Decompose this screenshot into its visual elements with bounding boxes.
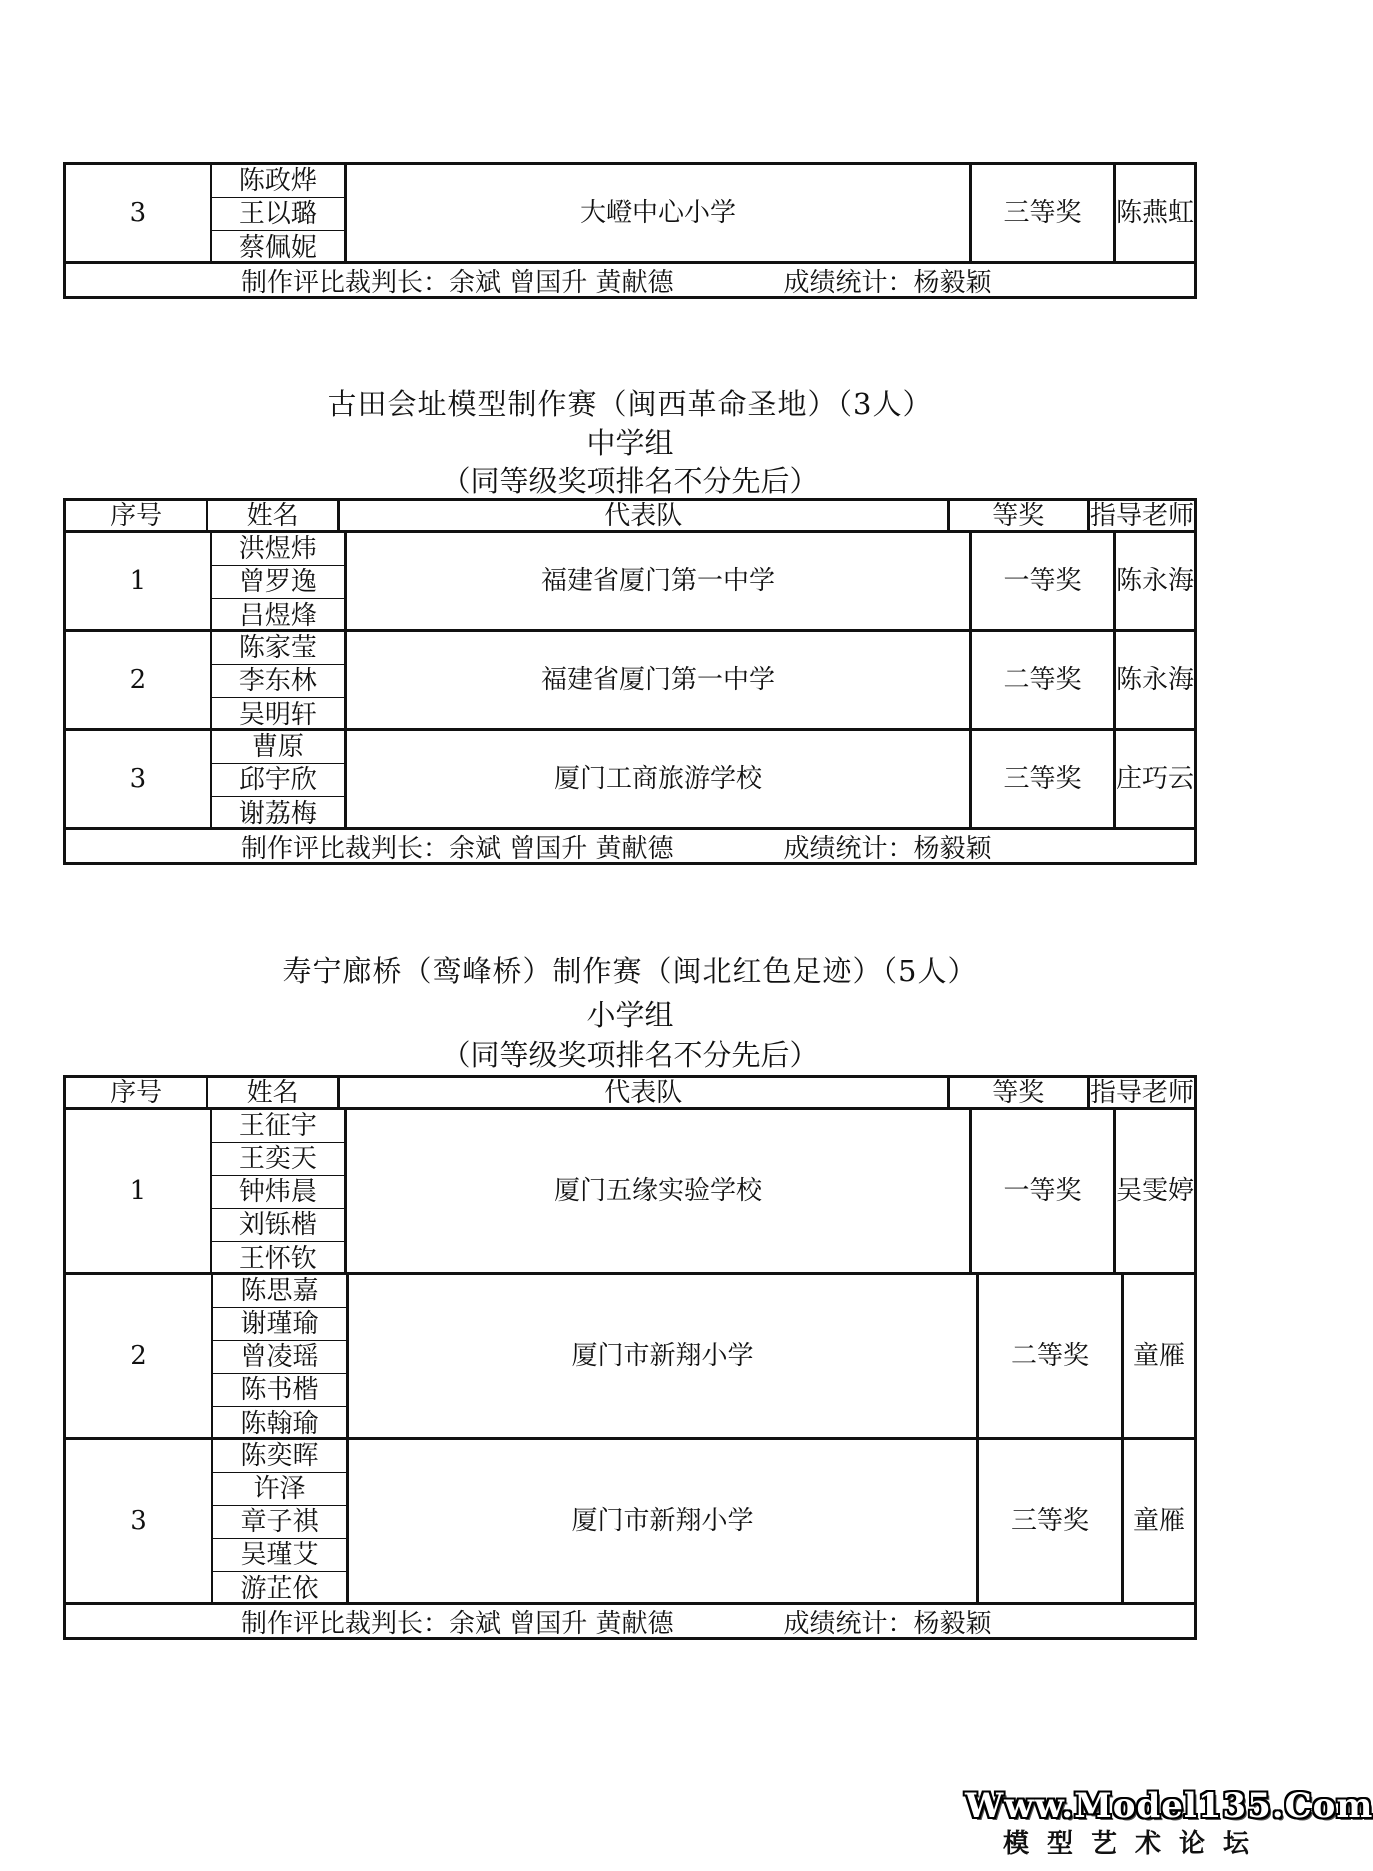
watermark-site-name: 模型艺术论坛 xyxy=(1002,1829,1267,1859)
section-note: （同等级奖项排名不分先后） xyxy=(441,464,819,498)
award-cell: 一等奖 xyxy=(972,1110,1116,1272)
student-name: 陈家莹 xyxy=(212,632,344,665)
coach-cell: 陈燕虹 xyxy=(1115,198,1194,228)
section-title: 寿宁廊桥（鸾峰桥）制作赛（闽北红色足迹）（5人） xyxy=(282,954,978,988)
names-cell xyxy=(212,731,347,827)
table-footer xyxy=(66,830,1194,862)
seq-cell: 1 xyxy=(66,1110,212,1272)
student-name: 王征宇 xyxy=(212,1110,344,1143)
award-cell: 三等奖 xyxy=(972,731,1116,827)
team-cell: 厦门五缘实验学校 xyxy=(347,1110,972,1272)
header-team: 代表队 xyxy=(340,1078,950,1107)
student-name: 洪煜炜 xyxy=(212,533,344,566)
names-cell xyxy=(213,1440,349,1602)
results-table-continuation xyxy=(63,162,1197,299)
student-name: 王奕天 xyxy=(212,1143,344,1176)
table-footer xyxy=(66,264,1194,296)
team-cell: 大嶝中心小学 xyxy=(347,165,972,261)
section-group: 小学组 xyxy=(586,998,674,1032)
student-name: 王以璐 xyxy=(212,198,344,231)
coach-cell: 童雁 xyxy=(1132,1341,1185,1371)
section-title: 古田会址模型制作赛（闽西革命圣地）（3人） xyxy=(327,387,933,421)
names-cell xyxy=(212,533,347,629)
student-name: 刘铄楷 xyxy=(212,1209,344,1242)
coach-cell: 吴雯婷 xyxy=(1115,1176,1194,1206)
seq-cell: 2 xyxy=(66,632,212,728)
student-name: 吕煜烽 xyxy=(238,600,317,631)
table-footer xyxy=(66,1605,1194,1637)
table-row xyxy=(66,731,1194,830)
student-name: 谢荔梅 xyxy=(238,798,317,829)
section-group: 中学组 xyxy=(586,426,674,460)
student-name: 陈翰瑜 xyxy=(240,1408,319,1439)
seq-cell: 3 xyxy=(66,1440,213,1602)
statistics-text: 成绩统计：杨毅颖 xyxy=(783,1608,992,1639)
student-name: 吴瑾艾 xyxy=(213,1539,346,1572)
student-name: 钟炜晨 xyxy=(212,1176,344,1209)
award-cell: 一等奖 xyxy=(972,533,1116,629)
team-cell: 福建省厦门第一中学 xyxy=(347,533,972,629)
student-name: 王怀钦 xyxy=(238,1243,317,1274)
student-name: 邱宇欣 xyxy=(212,764,344,797)
header-award: 等奖 xyxy=(950,1078,1090,1107)
section-note: （同等级奖项排名不分先后） xyxy=(441,1038,819,1072)
header-name xyxy=(208,1078,340,1107)
student-name: 陈奕晖 xyxy=(213,1440,346,1473)
seq-cell: 3 xyxy=(66,165,212,261)
results-table-middle-school xyxy=(63,498,1197,865)
coach-cell: 陈永海 xyxy=(1115,566,1194,596)
student-name: 游芷依 xyxy=(240,1573,319,1604)
student-name: 吴明轩 xyxy=(238,699,317,730)
referees-text: 制作评比裁判长：余斌 曾国升 黄献德 xyxy=(241,833,674,864)
student-name: 陈书楷 xyxy=(213,1374,346,1407)
team-cell: 福建省厦门第一中学 xyxy=(347,632,972,728)
student-name: 许泽 xyxy=(213,1473,346,1506)
student-name: 李东林 xyxy=(212,665,344,698)
seq-cell: 2 xyxy=(66,1275,213,1437)
coach-cell: 庄巧云 xyxy=(1115,764,1194,794)
site-watermark xyxy=(965,1786,1373,1859)
header-seq: 序号 xyxy=(66,501,208,530)
table-header-row xyxy=(66,501,1194,533)
names-cell xyxy=(213,1275,349,1437)
watermark-url: Www.Model135.Com xyxy=(965,1786,1373,1826)
team-cell: 厦门市新翔小学 xyxy=(349,1275,979,1437)
coach-cell: 陈永海 xyxy=(1115,665,1194,695)
referees-text: 制作评比裁判长：余斌 曾国升 黄献德 xyxy=(241,267,674,298)
student-name: 陈思嘉 xyxy=(213,1275,346,1308)
names-cell xyxy=(212,632,347,728)
award-cell: 二等奖 xyxy=(979,1275,1124,1437)
student-name: 蔡佩妮 xyxy=(238,232,317,263)
award-cell: 二等奖 xyxy=(972,632,1116,728)
statistics-text: 成绩统计：杨毅颖 xyxy=(783,833,992,864)
award-cell: 三等奖 xyxy=(979,1440,1124,1602)
names-cell xyxy=(212,165,347,261)
table-header-row xyxy=(66,1078,1194,1110)
header-seq: 序号 xyxy=(66,1078,208,1107)
award-cell: 三等奖 xyxy=(972,165,1116,261)
seq-cell: 1 xyxy=(66,533,212,629)
student-name: 曾凌瑶 xyxy=(213,1341,346,1374)
header-coach: 指导老师 xyxy=(1089,500,1194,531)
table-row xyxy=(66,1110,1194,1275)
student-name: 章子祺 xyxy=(213,1506,346,1539)
table-row xyxy=(66,533,1194,632)
table-row xyxy=(66,1275,1194,1440)
student-name: 谢瑾瑜 xyxy=(213,1308,346,1341)
table-row xyxy=(66,165,1194,264)
header-name xyxy=(208,501,340,530)
header-coach: 指导老师 xyxy=(1089,1077,1194,1108)
header-name-label: 姓名 xyxy=(246,500,299,531)
header-team: 代表队 xyxy=(340,501,950,530)
referees-text: 制作评比裁判长：余斌 曾国升 黄献德 xyxy=(241,1608,674,1639)
table-row xyxy=(66,1440,1194,1605)
coach-cell: 童雁 xyxy=(1132,1506,1185,1536)
names-cell xyxy=(212,1110,347,1272)
header-name-label: 姓名 xyxy=(246,1077,299,1108)
student-name: 陈政烨 xyxy=(212,165,344,198)
table-row xyxy=(66,632,1194,731)
student-name: 曾罗逸 xyxy=(212,566,344,599)
team-cell: 厦门市新翔小学 xyxy=(349,1440,979,1602)
header-award: 等奖 xyxy=(950,501,1090,530)
results-table-primary-school xyxy=(63,1075,1197,1640)
team-cell: 厦门工商旅游学校 xyxy=(347,731,972,827)
seq-cell: 3 xyxy=(66,731,212,827)
statistics-text: 成绩统计：杨毅颖 xyxy=(783,267,992,298)
student-name: 曹原 xyxy=(212,731,344,764)
